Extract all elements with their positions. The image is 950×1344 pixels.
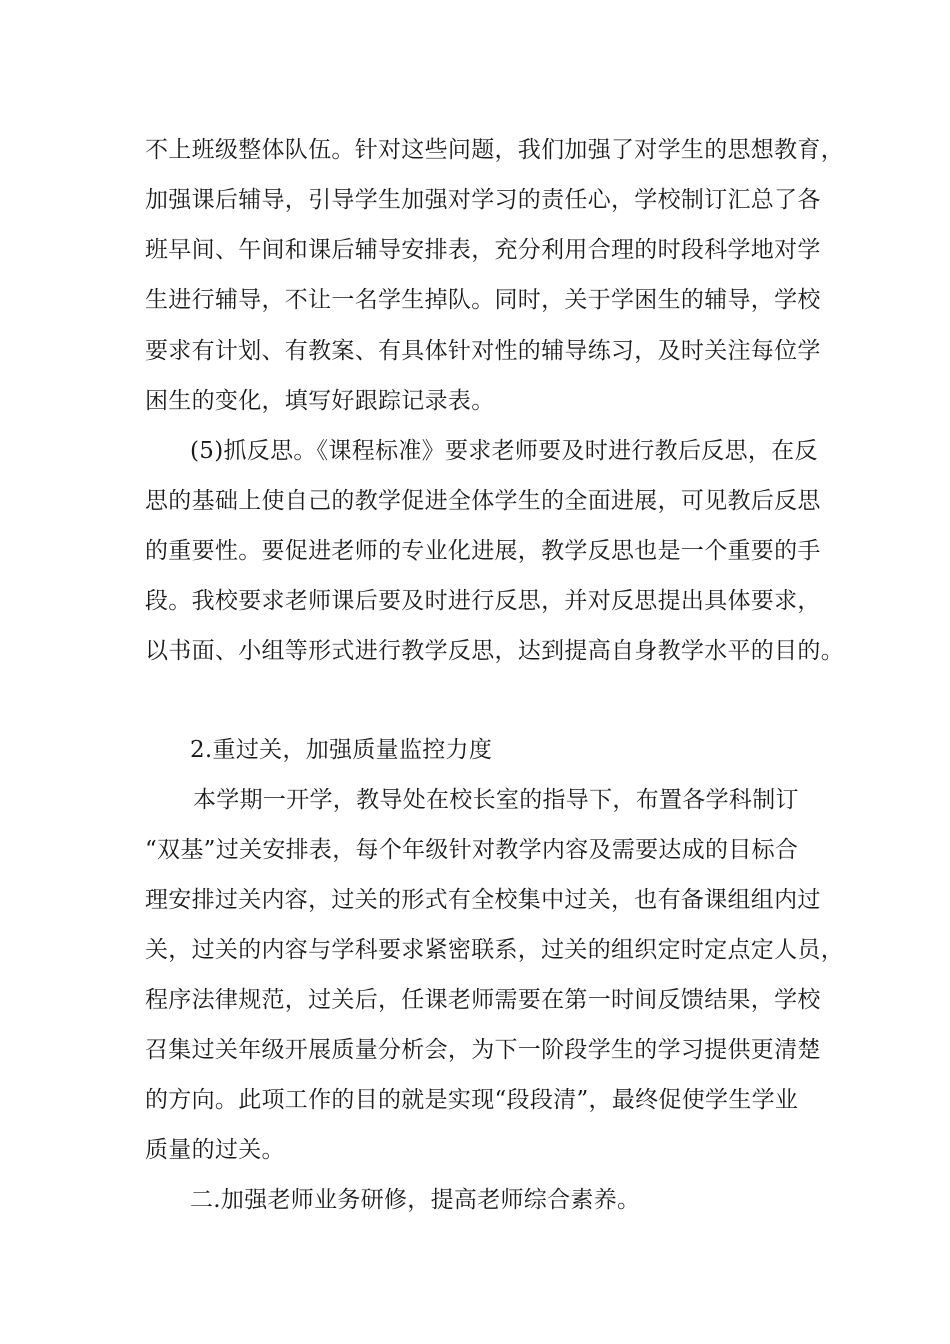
text-line: 生进行辅导，不让一名学生掉队。同时，关于学困生的辅导，学校 [145,287,821,313]
text-line: 以书面、小组等形式进行教学反思，达到提高自身教学水平的目的。 [145,638,844,664]
text-line: 困生的变化，填写好跟踪记录表。 [145,388,495,414]
text-line: 不上班级整体队伍。针对这些问题，我们加强了对学生的思想教育， [145,137,844,163]
text-line: “双基”过关安排表，每个年级针对教学内容及需要达成的目标合 [145,837,799,863]
text-line: 召集过关年级开展质量分析会，为下一阶段学生的学习提供更清楚 [145,1037,821,1063]
text-line: 关，过关的内容与学科要求紧密联系，过关的组织定时定点定人员， [145,937,844,963]
text-line: 加强课后辅导，引导学生加强对学习的责任心，学校制订汇总了各 [145,187,821,213]
text-line: 理安排过关内容，过关的形式有全校集中过关，也有备课组组内过 [145,887,821,913]
text-line: 程序法律规范，过关后，任课老师需要在第一时间反馈结果，学校 [145,987,821,1013]
paragraph-start-line: (5)抓反思。《课程标准》要求老师要及时进行教后反思，在反 [190,438,818,464]
text-line: 的方向。此项工作的目的就是实现“段段清”，最终促使学生学业 [145,1087,799,1113]
text-line: 要求有计划、有教案、有具体针对性的辅导练习，及时关注每位学 [145,338,821,364]
text-line: 思的基础上使自己的教学促进全体学生的全面进展，可见教后反思 [145,488,821,514]
paragraph-start-line: 本学期一开学，教导处在校长室的指导下，布置各学科制订 [193,787,799,813]
text-line: 班早间、午间和课后辅导安排表，充分利用合理的时段科学地对学 [145,237,821,263]
text-line: 段。我校要求老师课后要及时进行反思，并对反思提出具体要求， [145,588,821,614]
text-line: 质量的过关。 [145,1137,285,1163]
section-heading: 2.重过关，加强质量监控力度 [190,737,493,763]
text-line: 的重要性。要促进老师的专业化进展，教学反思也是一个重要的手 [145,538,821,564]
section-heading: 二.加强老师业务研修，提高老师综合素养。 [190,1187,641,1213]
